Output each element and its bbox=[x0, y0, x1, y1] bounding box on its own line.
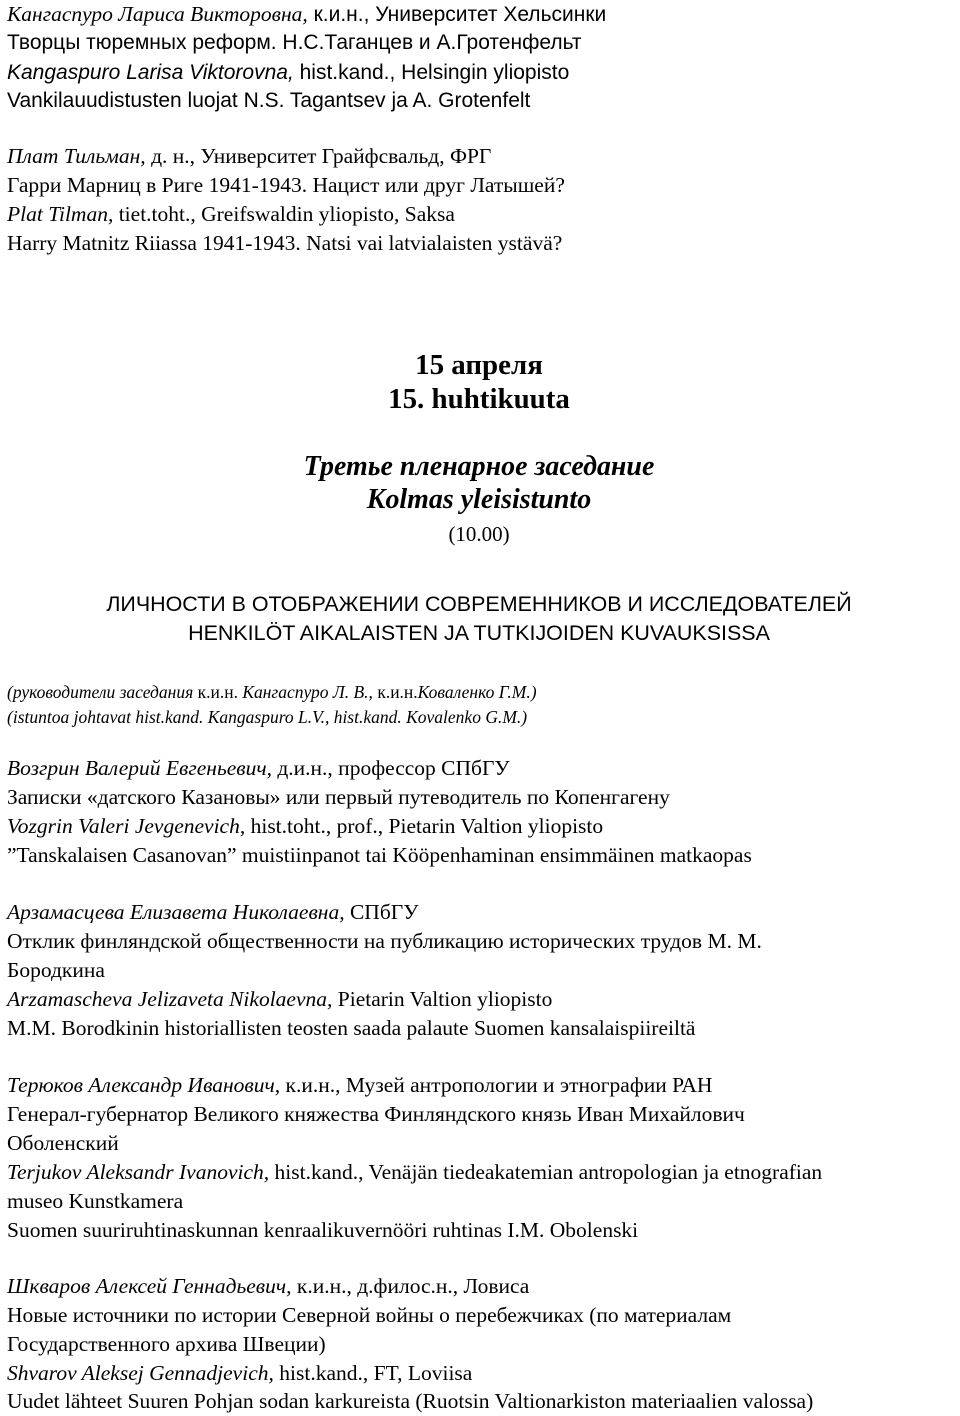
speaker-affiliation: hist.kand., Venäjän tiedeakatemian antropologian ja etnografian bbox=[269, 1160, 823, 1184]
date-heading-fi: 15. huhtikuuta bbox=[388, 383, 570, 415]
talk-title-ru: Новые источники по истории Северной войны о перебежчиках (по материалам bbox=[7, 1303, 732, 1327]
speaker-name: Shvarov Aleksej Gennadjevich, bbox=[7, 1361, 274, 1385]
talk-title-ru: Творцы тюремных реформ. Н.С.Таганцев и А.Гротенфельт bbox=[7, 31, 582, 54]
speaker-line-ru bbox=[7, 1272, 529, 1300]
chairs-label: (руководители заседания bbox=[7, 682, 194, 702]
date-heading-ru: 15 апреля bbox=[415, 349, 543, 381]
talk-title-ru-cont: Оболенский bbox=[7, 1131, 119, 1155]
speaker-affiliation: СПбГУ bbox=[344, 900, 419, 924]
speaker-affiliation: к.и.н., Университет Хельсинки bbox=[307, 3, 607, 26]
speaker-affiliation: д. н., Университет Грайфсвальд, ФРГ bbox=[145, 144, 492, 168]
speaker-name: Терюков Александр Иванович, bbox=[7, 1073, 281, 1097]
speaker-line-fi bbox=[7, 200, 455, 228]
speaker-name: Arzamascheva Jelizaveta Nikolaevna, bbox=[7, 987, 333, 1011]
chair-name: Коваленко Г.М.) bbox=[417, 682, 537, 702]
session-theme-fi: HENKILÖT AIKALAISTEN JA TUTKIJOIDEN KUVAUKSISSA bbox=[188, 621, 770, 645]
speaker-line-ru bbox=[7, 1071, 712, 1099]
talk-title-fi: Suomen suuriruhtinaskunnan kenraalikuvernööri ruhtinas I.M. Obolenski bbox=[7, 1218, 639, 1242]
talk-title-ru: Генерал-губернатор Великого княжества Финляндского князь Иван Михайлович bbox=[7, 1102, 745, 1126]
talk-title-fi: M.M. Borodkinin historiallisten teosten saada palaute Suomen kansalaispiireiltä bbox=[7, 1016, 696, 1040]
talk-title-fi: Uudet lähteet Suuren Pohjan sodan karkureista (Ruotsin Valtionarkiston materiaalien valossa) bbox=[7, 1389, 814, 1413]
speaker-name: Шкваров Алексей Геннадьевич, bbox=[7, 1274, 292, 1298]
speaker-affiliation: hist.kand., Helsingin yliopisto bbox=[293, 61, 570, 84]
speaker-name: Арзамасцева Елизавета Николаевна, bbox=[7, 900, 345, 924]
talk-title-fi: Harry Matnitz Riiassa 1941-1943. Natsi vai latvialaisten ystävä? bbox=[7, 231, 563, 255]
session-title-fi: Kolmas yleisistunto bbox=[366, 484, 592, 515]
speaker-affiliation: hist.toht., prof., Pietarin Valtion yliopisto bbox=[245, 814, 604, 838]
speaker-line-ru bbox=[7, 0, 606, 29]
speaker-line-ru bbox=[7, 754, 510, 782]
speaker-line-fi bbox=[7, 58, 569, 87]
speaker-name: Plat Tilman, bbox=[7, 202, 114, 226]
talk-title-fi: Vankilauudistusten luojat N.S. Tagantsev ja A. Grotenfelt bbox=[7, 89, 531, 112]
speaker-affiliation: hist.kand., FT, Loviisa bbox=[273, 1361, 473, 1385]
speaker-affiliation: к.и.н., Музей антропологии и этнографии РАН bbox=[280, 1073, 713, 1097]
speaker-affiliation: tiet.toht., Greifswaldin yliopisto, Saksa bbox=[113, 202, 455, 226]
session-chairs-fi: (istuntoa johtavat hist.kand. Kangaspuro L.V., hist.kand. Kovalenko G.M.) bbox=[7, 707, 528, 727]
speaker-name: Terjukov Aleksandr Ivanovich, bbox=[7, 1160, 270, 1184]
talk-title-ru-cont: Государственного архива Швеции) bbox=[7, 1332, 326, 1356]
chairs-degree: к.и.н. bbox=[193, 682, 243, 702]
session-chairs-ru bbox=[7, 680, 537, 704]
speaker-name: Плат Тильман, bbox=[7, 144, 146, 168]
speaker-affiliation: д.и.н., профессор СПбГУ bbox=[271, 756, 510, 780]
speaker-line-fi bbox=[7, 985, 552, 1013]
session-time: (10.00) bbox=[448, 522, 510, 546]
speaker-name: Kangaspuro Larisa Viktorovna, bbox=[7, 61, 294, 84]
talk-title-ru: Записки «датского Казановы» или первый путеводитель по Копенгагену bbox=[7, 785, 670, 809]
speaker-affiliation-cont: museo Kunstkamera bbox=[7, 1189, 184, 1213]
speaker-affiliation: к.и.н., д.филос.н., Ловиса bbox=[291, 1274, 530, 1298]
session-theme-ru: ЛИЧНОСТИ В ОТОБРАЖЕНИИ СОВРЕМЕННИКОВ И ИССЛЕДОВАТЕЛЕЙ bbox=[106, 592, 852, 616]
chairs-degree: к.и.н. bbox=[372, 682, 418, 702]
talk-title-ru-cont: Бородкина bbox=[7, 958, 105, 982]
speaker-name: Vozgrin Valeri Jevgenevich, bbox=[7, 814, 246, 838]
chair-name: Кангаспуро Л. В., bbox=[242, 682, 373, 702]
session-title-ru: Третье пленарное заседание bbox=[303, 451, 655, 482]
speaker-line-fi bbox=[7, 1359, 472, 1387]
speaker-line-ru bbox=[7, 898, 418, 926]
speaker-line-fi bbox=[7, 812, 603, 840]
speaker-name: Кангаспуро Лариса Викторовна, bbox=[7, 2, 308, 26]
speaker-name: Возгрин Валерий Евгеньевич, bbox=[7, 756, 272, 780]
talk-title-ru: Отклик финляндской общественности на публикацию исторических трудов М. М. bbox=[7, 929, 762, 953]
talk-title-fi: ”Tanskalaisen Casanovan” muistiinpanot tai Kööpenhaminan ensimmäinen matkaopas bbox=[7, 843, 752, 867]
speaker-line-ru bbox=[7, 142, 491, 170]
speaker-line-fi bbox=[7, 1158, 822, 1186]
talk-title-ru: Гарри Марниц в Риге 1941-1943. Нацист или друг Латышей? bbox=[7, 173, 565, 197]
speaker-affiliation: Pietarin Valtion yliopisto bbox=[332, 987, 553, 1011]
